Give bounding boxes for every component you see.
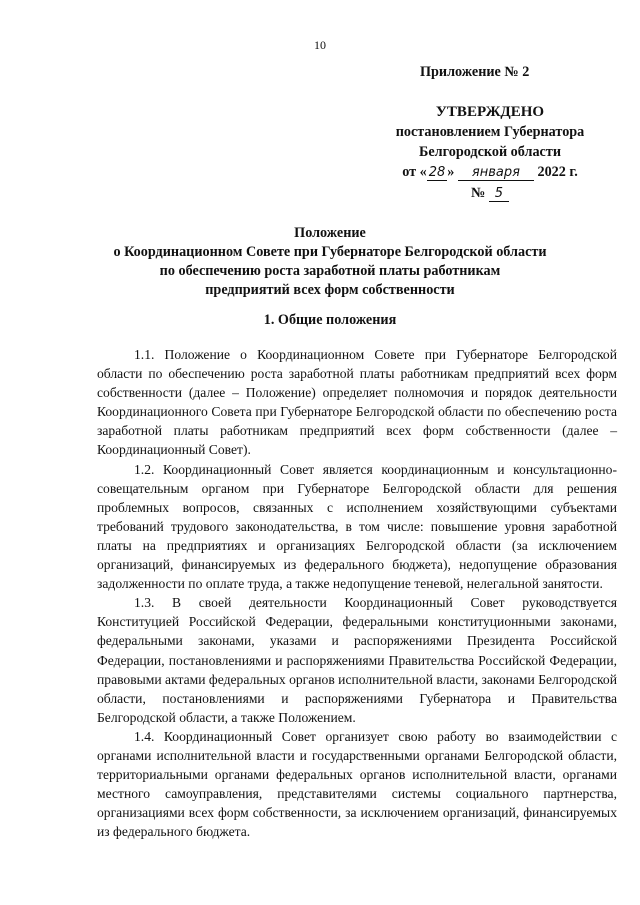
date-prefix: от « (402, 164, 427, 180)
document-body (97, 345, 617, 841)
paragraph: 1.3. В своей деятельности Координационный Совет руководствуется Конституцией Российской Федерации, федеральными конституционными законами, федеральными законами, указами и распоряжениями Президента Российской Федерации, постановлениями и распоряжениями Правительства Российской Федерации, правовыми актами федеральных органов исполнительной власти, законами Белгородской области, постановлениями и распоряжениями Губернатора и Правительства Белгородской области, а также Положением. (97, 595, 617, 725)
page-number: 10 (314, 38, 326, 52)
approval-date (370, 162, 610, 183)
title-line-2: о Координационном Совете при Губернаторе Белгородской области (113, 244, 547, 260)
number-prefix: № (470, 185, 486, 201)
approval-line-1: постановлением Губернатора (395, 124, 585, 140)
date-year: 2022 г. (537, 164, 578, 180)
approval-number (370, 183, 610, 204)
title-line-3: по обеспечению роста заработной платы работникам (159, 263, 501, 279)
title-line-4: предприятий всех форм собственности (205, 282, 455, 298)
number-value: 5 (489, 186, 509, 202)
approved-label: УТВЕРЖДЕНО (435, 104, 545, 120)
document-title (60, 224, 600, 300)
date-month: января (458, 165, 534, 181)
approval-line-2: Белгородской области (419, 144, 561, 160)
paragraph: 1.1. Положение о Координационном Совете при Губернаторе Белгородской области по обеспечению роста заработной платы работникам предприятий всех форм собственности (далее – Положение) определяет полномочия и порядок деятельности Координационного Совета при Губернаторе Белгородской области по обеспечению роста заработной платы работникам предприятий всех форм собственности (далее – Координационный Совет). (97, 347, 617, 458)
title-line-1: Положение (294, 225, 366, 241)
date-day: 28 (428, 165, 446, 180)
date-mid: » (447, 164, 455, 180)
paragraph: 1.2. Координационный Совет является координационным и консультационно-совещательным органом при Губернаторе Белгородской области для решения проблемных вопросов, связанных с исполнением хозяйствующими субъектами требований трудового законодательства, в том числе: повышение уровня заработной платы на предприятиях и организациях Белгородской области (за исключением организаций, финансируемых из федерального бюджета), недопущение образования задолженности по оплате труда, а также недопущение теневой, нелегальной занятости. (97, 461, 617, 592)
paragraph: 1.4. Координационный Совет организует свою работу во взаимодействии с органами исполнительной власти и государственными органами Белгородской области, территориальными органами федеральных органов исполнительной власти, органами местного самоуправления, представителями системы социального партнерства, организациями всех форм собственности, за исключением организаций, финансируемых из федерального бюджета. (97, 728, 617, 840)
approval-block (370, 102, 610, 204)
appendix-label: Приложение № 2 (420, 64, 530, 80)
section-heading: 1. Общие положения (263, 312, 397, 328)
